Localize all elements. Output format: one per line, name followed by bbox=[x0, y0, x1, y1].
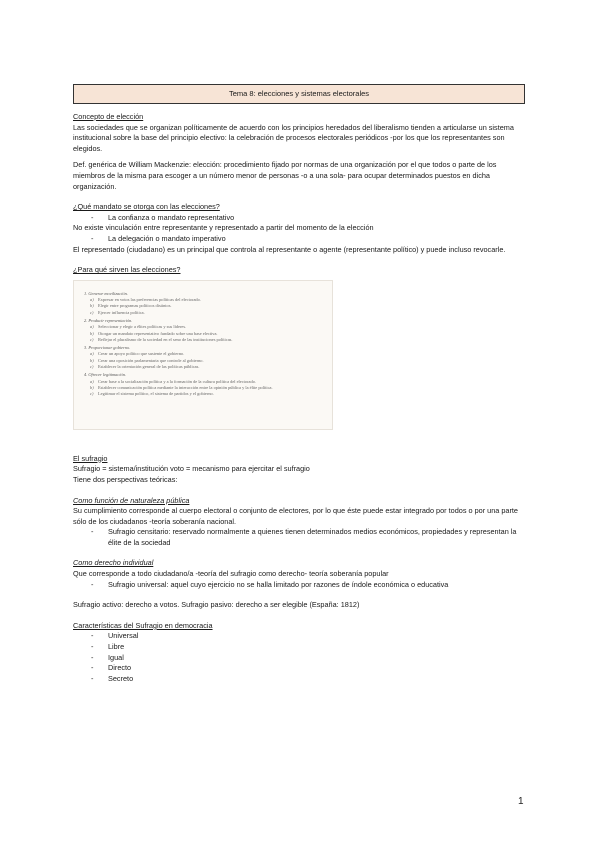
list-item: - Libre bbox=[73, 642, 528, 653]
list-item: - Secreto bbox=[73, 674, 528, 685]
section-heading-mandato: ¿Qué mandato se otorga con las elecciones? bbox=[73, 202, 220, 212]
list-item: - Universal bbox=[73, 631, 528, 642]
document-body bbox=[73, 112, 528, 684]
figure-section bbox=[84, 291, 322, 316]
figure-item-letter: b) bbox=[90, 303, 94, 309]
dash-list bbox=[73, 234, 528, 245]
figure-item-letter: b) bbox=[90, 357, 94, 363]
figure-section-heading: 3. Proporcionar gobierno. bbox=[84, 345, 131, 351]
figure-item-letter: c) bbox=[90, 363, 94, 369]
paragraph: Las sociedades que se organizan políticamente de acuerdo con los principios heredados del liberalismo tienden a articularse un sistema institucional sobre la base del principio electivo: la celebración de procesos electorales periódicos -por los que los representantes son elegidos. bbox=[73, 122, 514, 153]
list-item: - Sufragio censitario: reservado normalmente a quienes tienen determinados medios económicos, propiedades y representan la élite de la sociedad bbox=[73, 527, 528, 548]
figure-item-letter: b) bbox=[90, 330, 94, 336]
paragraph: Sufragio = sistema/institución voto = mecanismo para ejercitar el sufragio bbox=[73, 464, 310, 474]
subheading-derecho: Como derecho individual bbox=[73, 558, 154, 568]
figure-item-letter: c) bbox=[90, 391, 94, 397]
figure-item-text: Crear una oposición parlamentaria que controle al gobierno. bbox=[98, 357, 204, 363]
section-heading-caracteristicas: Características del Sufragio en democracia bbox=[73, 620, 213, 630]
figure-item-text: Seleccionar y elegir a élites políticas y sus líderes. bbox=[98, 324, 187, 330]
figure-section bbox=[84, 345, 322, 370]
list-item: - La confianza o mandato representativo bbox=[73, 213, 528, 224]
figure-item bbox=[84, 310, 322, 316]
paragraph: Tiene dos perspectivas teóricas: bbox=[73, 474, 178, 484]
figure-item bbox=[84, 337, 322, 343]
paragraph: Sufragio activo: derecho a votos. Sufragio pasivo: derecho a ser elegible (España: 1812) bbox=[73, 600, 360, 610]
figure-item-letter: c) bbox=[90, 309, 94, 315]
figure-item-text: Expresar en votos las preferencias políticas del electorado. bbox=[98, 297, 201, 303]
figure-item-text: Otorgar un mandato representativo fundado sobre una base electiva. bbox=[98, 330, 218, 336]
paragraph: No existe vinculación entre representante y representado a partir del momento de la elección bbox=[73, 223, 374, 233]
paragraph: Que corresponde a todo ciudadano/a -teoría del sufragio como derecho- teoría soberanía popular bbox=[73, 569, 389, 579]
section-heading-concepto: Concepto de elección bbox=[73, 112, 144, 121]
subheading-funcion: Como función de naturaleza pública bbox=[73, 495, 190, 505]
figure-item-text: Establecer la orientación general de las políticas públicas. bbox=[98, 363, 200, 369]
page-number: 1 bbox=[518, 796, 524, 807]
dash-list bbox=[73, 213, 528, 224]
figure-item-letter: a) bbox=[90, 378, 94, 384]
figure-item-text: Ejercer influencia política. bbox=[98, 309, 145, 315]
figure-section bbox=[84, 372, 322, 397]
figure-item-text: Crear un apoyo político que sustente el gobierno. bbox=[98, 351, 185, 357]
figure-item-text: Elegir entre programas políticos distintos. bbox=[98, 303, 172, 309]
figure-item-letter: b) bbox=[90, 384, 94, 390]
dash-list bbox=[73, 527, 528, 548]
section-heading-sirven: ¿Para qué sirven las elecciones? bbox=[73, 265, 181, 275]
figure-item-text: Reflejar el pluralismo de la sociedad en el seno de las instituciones políticas. bbox=[98, 336, 233, 342]
functions-figure-image bbox=[73, 280, 333, 430]
section-heading-sufragio: El sufragio bbox=[73, 453, 108, 463]
figure-item bbox=[84, 364, 322, 370]
figure-section bbox=[84, 318, 322, 343]
list-item: - Igual bbox=[73, 653, 528, 664]
figure-item bbox=[84, 391, 322, 397]
paragraph: El representado (ciudadano) es un principal que controla al representante o agente (representante político) y puede incluso revocarle. bbox=[73, 244, 506, 254]
figure-section-heading: 1. Generar movilización. bbox=[84, 290, 128, 296]
list-item: - La delegación o mandato imperativo bbox=[73, 234, 528, 245]
list-item: - Sufragio universal: aquel cuyo ejercicio no se halla limitado por razones de índole económica o educativa bbox=[73, 580, 528, 591]
page-title: Tema 8: elecciones y sistemas electorales bbox=[73, 84, 525, 104]
figure-section-heading: 4. Ofrecer legitimación. bbox=[84, 372, 127, 378]
figure-section-heading: 2. Producir representación. bbox=[84, 317, 133, 323]
paragraph: Su cumplimiento corresponde al cuerpo electoral o conjunto de electores, por lo que éste puede estar integrado por todos o por una parte sólo de los ciudadanos -teoría soberanía nacional. bbox=[73, 506, 518, 526]
figure-item-text: Legitimar el sistema político, el sistema de partidos y el gobierno. bbox=[98, 391, 214, 397]
paragraph: Def. genérica de William Mackenzie: elección: procedimiento fijado por normas de una organización por el que todos o parte de los miembros de la misma para escoger a un número menor de personas -o a una sola- para ocupar determinados puestos en dicha organización. bbox=[73, 160, 497, 191]
list-item: - Directo bbox=[73, 663, 528, 674]
characteristics-list bbox=[73, 631, 528, 684]
figure-item-text: Crear base a la socialización política y a la formación de la cultura política del electorado. bbox=[98, 378, 256, 384]
dash-list bbox=[73, 580, 528, 591]
figure-item-letter: a) bbox=[90, 297, 94, 303]
figure-item-letter: c) bbox=[90, 336, 94, 342]
figure-item-letter: a) bbox=[90, 324, 94, 330]
figure-item-letter: a) bbox=[90, 351, 94, 357]
figure-item-text: Establecer comunicación política mediante la interacción entre la opinión pública y la élite política. bbox=[98, 384, 273, 390]
